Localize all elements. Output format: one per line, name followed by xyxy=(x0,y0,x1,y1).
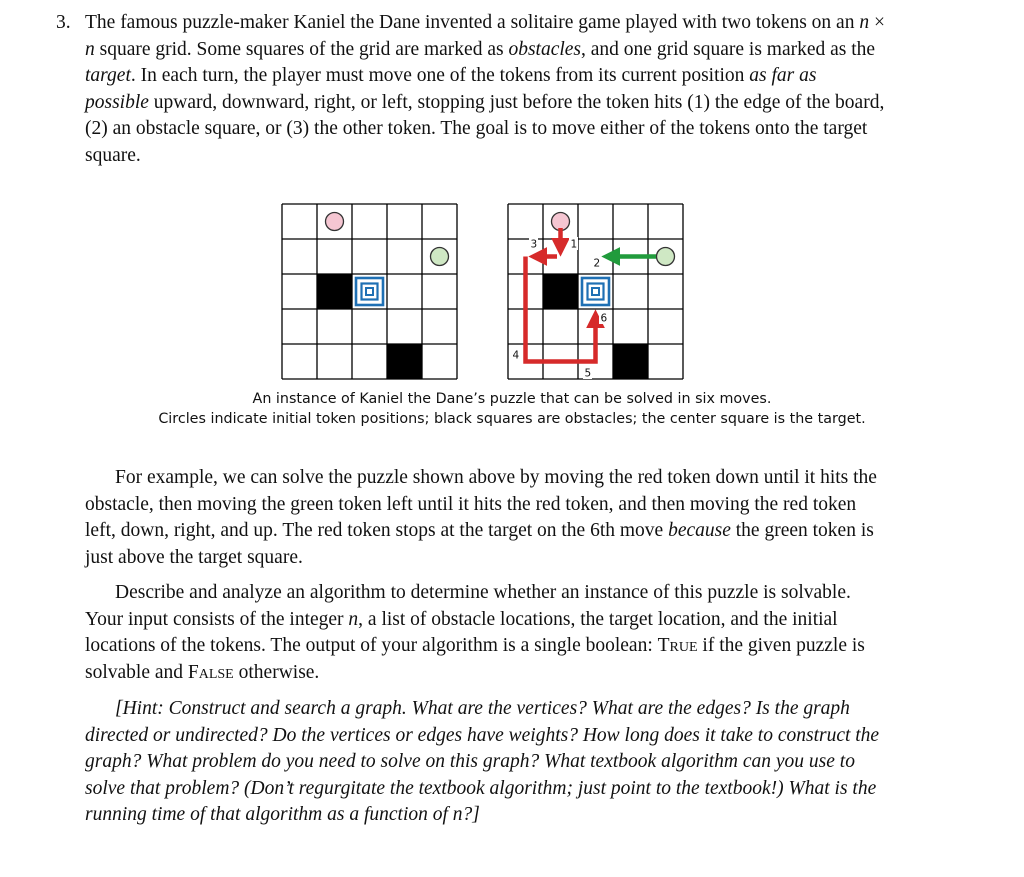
false-keyword: False xyxy=(187,661,234,683)
grid-lines xyxy=(282,204,457,379)
move-label-6: 6 xyxy=(600,312,608,325)
target-square xyxy=(582,278,609,305)
task-paragraph: Describe and analyze an algorithm to determine whether an instance of this puzzle is solvable. Your input consists of the integer n, a list of obstacle locations, the target location, and the initial locations of the tokens. The output of your algorithm is a single boolean: True if the given puzzle is solvable and False otherwise. xyxy=(85,582,865,683)
problem-statement: The famous puzzle-maker Kaniel the Dane invented a solitaire game played with two tokens on an n × n square grid. Some squares of the grid are marked as obstacles, and one grid square is marked as the target. In each turn, the player must move one of the tokens from its current position as far as possible upward, downward, right, or left, stopping just before the token hits (1) the edge of the board, (2) an obstacle square, or (3) the other token. The goal is to move either of the tokens onto the target square. xyxy=(85,12,885,166)
move-label-3: 3 xyxy=(530,238,538,251)
hint-paragraph: [Hint: Construct and search a graph. What are the vertices? What are the edges? Is the graph directed or undirected? Do the vertices or edges have weights? How long does it take to construct the graph? What problem do you need to solve on this graph? What textbook algorithm can you use to solve that problem? (Don’t regurgitate the textbook algorithm; just point to the textbook!) What is the running time of that algorithm as a function of n?] xyxy=(85,698,880,826)
target-term: target xyxy=(85,65,131,87)
target-square xyxy=(356,278,383,305)
figure-caption-line-1: An instance of Kaniel the Dane’s puzzle that can be solved in six moves. xyxy=(252,391,772,407)
move-label-2: 2 xyxy=(593,257,601,270)
move-label-4: 4 xyxy=(512,349,520,362)
puzzle-board-solution xyxy=(508,204,683,380)
far-as-possible-phrase: as far as possible xyxy=(85,65,817,113)
move-label-1: 1 xyxy=(570,238,578,251)
obstacles-term: obstacles xyxy=(508,38,582,60)
puzzle-board-initial xyxy=(282,204,457,379)
obstacle-square xyxy=(387,344,422,379)
figure-caption-line-2: Circles indicate initial token positions; black squares are obstacles; the center square is the target. xyxy=(158,411,866,427)
red-token xyxy=(326,213,344,231)
green-token xyxy=(431,248,449,266)
obstacle-square xyxy=(543,274,578,309)
true-keyword: True xyxy=(657,635,698,657)
problem-number: 3. xyxy=(56,12,71,33)
green-token xyxy=(657,248,675,266)
move-label-5: 5 xyxy=(584,367,592,380)
red-token xyxy=(552,213,570,231)
puzzle-figure xyxy=(270,196,750,386)
obstacle-square xyxy=(317,274,352,309)
example-paragraph: For example, we can solve the puzzle shown above by moving the red token down until it hits the obstacle, then moving the green token left until it hits the red token, and then moving the red token left, down, right, and up. The red token stops at the target on the 6th move because the green token is just above the target square. xyxy=(85,467,877,568)
obstacle-square xyxy=(613,344,648,379)
